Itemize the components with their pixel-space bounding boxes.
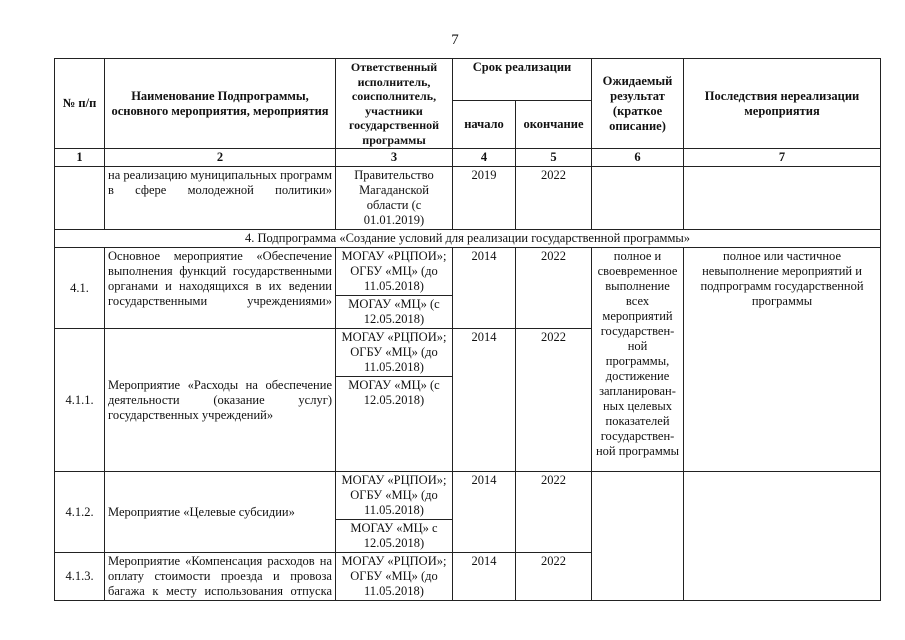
col-number: 4 bbox=[453, 149, 516, 167]
col-number: 7 bbox=[684, 149, 881, 167]
expected-result: полное и своевременное выполнение всех мероприятий государствен-ной программы, достижение запланирован-ных целевых показателей государствен-ной программы bbox=[592, 248, 684, 472]
row-responsible: МОГАУ «РЦПОИ»; ОГБУ «МЦ» (до 11.05.2018) bbox=[336, 248, 453, 296]
header-name: Наименование Подпрограммы, основного мероприятия, мероприятия bbox=[105, 59, 336, 149]
row-responsible: МОГАУ «МЦ» (с 12.05.2018) bbox=[336, 377, 453, 472]
table-row bbox=[55, 167, 881, 230]
row-responsible: МОГАУ «РЦПОИ»; ОГБУ «МЦ» (до 11.05.2018) bbox=[336, 329, 453, 377]
row-num: 4.1.2. bbox=[55, 472, 105, 553]
row-name: Мероприятие «Компенсация расходов на оплату стоимости проезда и провоза багажа к месту использования отпуска bbox=[105, 553, 336, 601]
page-number: 7 bbox=[451, 32, 459, 48]
row-start: 2014 bbox=[453, 329, 516, 472]
table-row bbox=[55, 472, 881, 520]
program-table bbox=[54, 58, 881, 601]
header-start: начало bbox=[453, 101, 516, 149]
col-number: 5 bbox=[516, 149, 592, 167]
row-num: 4.1.1. bbox=[55, 329, 105, 472]
row-name: Основное мероприятие «Обеспечение выполнения функций государственными органами и находящихся в их ведении государственными учреждениями» bbox=[105, 248, 336, 329]
col-number: 2 bbox=[105, 149, 336, 167]
row-num: 4.1.3. bbox=[55, 553, 105, 601]
header-period: Срок реализации bbox=[453, 59, 592, 101]
row-start: 2014 bbox=[453, 553, 516, 601]
row-end: 2022 bbox=[516, 248, 592, 329]
col-number: 6 bbox=[592, 149, 684, 167]
col-number: 3 bbox=[336, 149, 453, 167]
row-end: 2022 bbox=[516, 553, 592, 601]
column-numbers-row bbox=[55, 149, 881, 167]
col-number: 1 bbox=[55, 149, 105, 167]
header-responsible: Ответственный исполнитель, соисполнитель, участники государственной программы bbox=[336, 59, 453, 149]
header-consequences: Последствия нереализации мероприятия bbox=[684, 59, 881, 149]
row-start: 2014 bbox=[453, 472, 516, 553]
consequences: полное или частичное невыполнение мероприятий и подпрограмм государственной программы bbox=[684, 248, 881, 472]
row-end: 2022 bbox=[516, 167, 592, 230]
header-num: № п/п bbox=[55, 59, 105, 149]
row-start: 2019 bbox=[453, 167, 516, 230]
row-name: Мероприятие «Расходы на обеспечение деятельности (оказание услуг) государственных учреждений» bbox=[105, 329, 336, 472]
row-responsible: МОГАУ «РЦПОИ»; ОГБУ «МЦ» (до 11.05.2018) bbox=[336, 472, 453, 520]
table-row bbox=[55, 248, 881, 296]
header-expected: Ожидаемый результат (краткое описание) bbox=[592, 59, 684, 149]
row-start: 2014 bbox=[453, 248, 516, 329]
row-num: 4.1. bbox=[55, 248, 105, 329]
row-end: 2022 bbox=[516, 472, 592, 553]
row-end: 2022 bbox=[516, 329, 592, 472]
row-responsible: Правительство Магаданской области (с 01.01.2019) bbox=[336, 167, 453, 230]
header-end: окончание bbox=[516, 101, 592, 149]
section-title: 4. Подпрограмма «Создание условий для реализации государственной программы» bbox=[55, 230, 881, 248]
row-responsible: МОГАУ «МЦ» (с 12.05.2018) bbox=[336, 296, 453, 329]
row-name: Мероприятие «Целевые субсидии» bbox=[105, 472, 336, 553]
row-name: на реализацию муниципальных программ в сфере молодежной политики» bbox=[105, 167, 336, 230]
row-responsible: МОГАУ «РЦПОИ»; ОГБУ «МЦ» (до 11.05.2018) bbox=[336, 553, 453, 601]
row-responsible: МОГАУ «МЦ» с 12.05.2018) bbox=[336, 520, 453, 553]
